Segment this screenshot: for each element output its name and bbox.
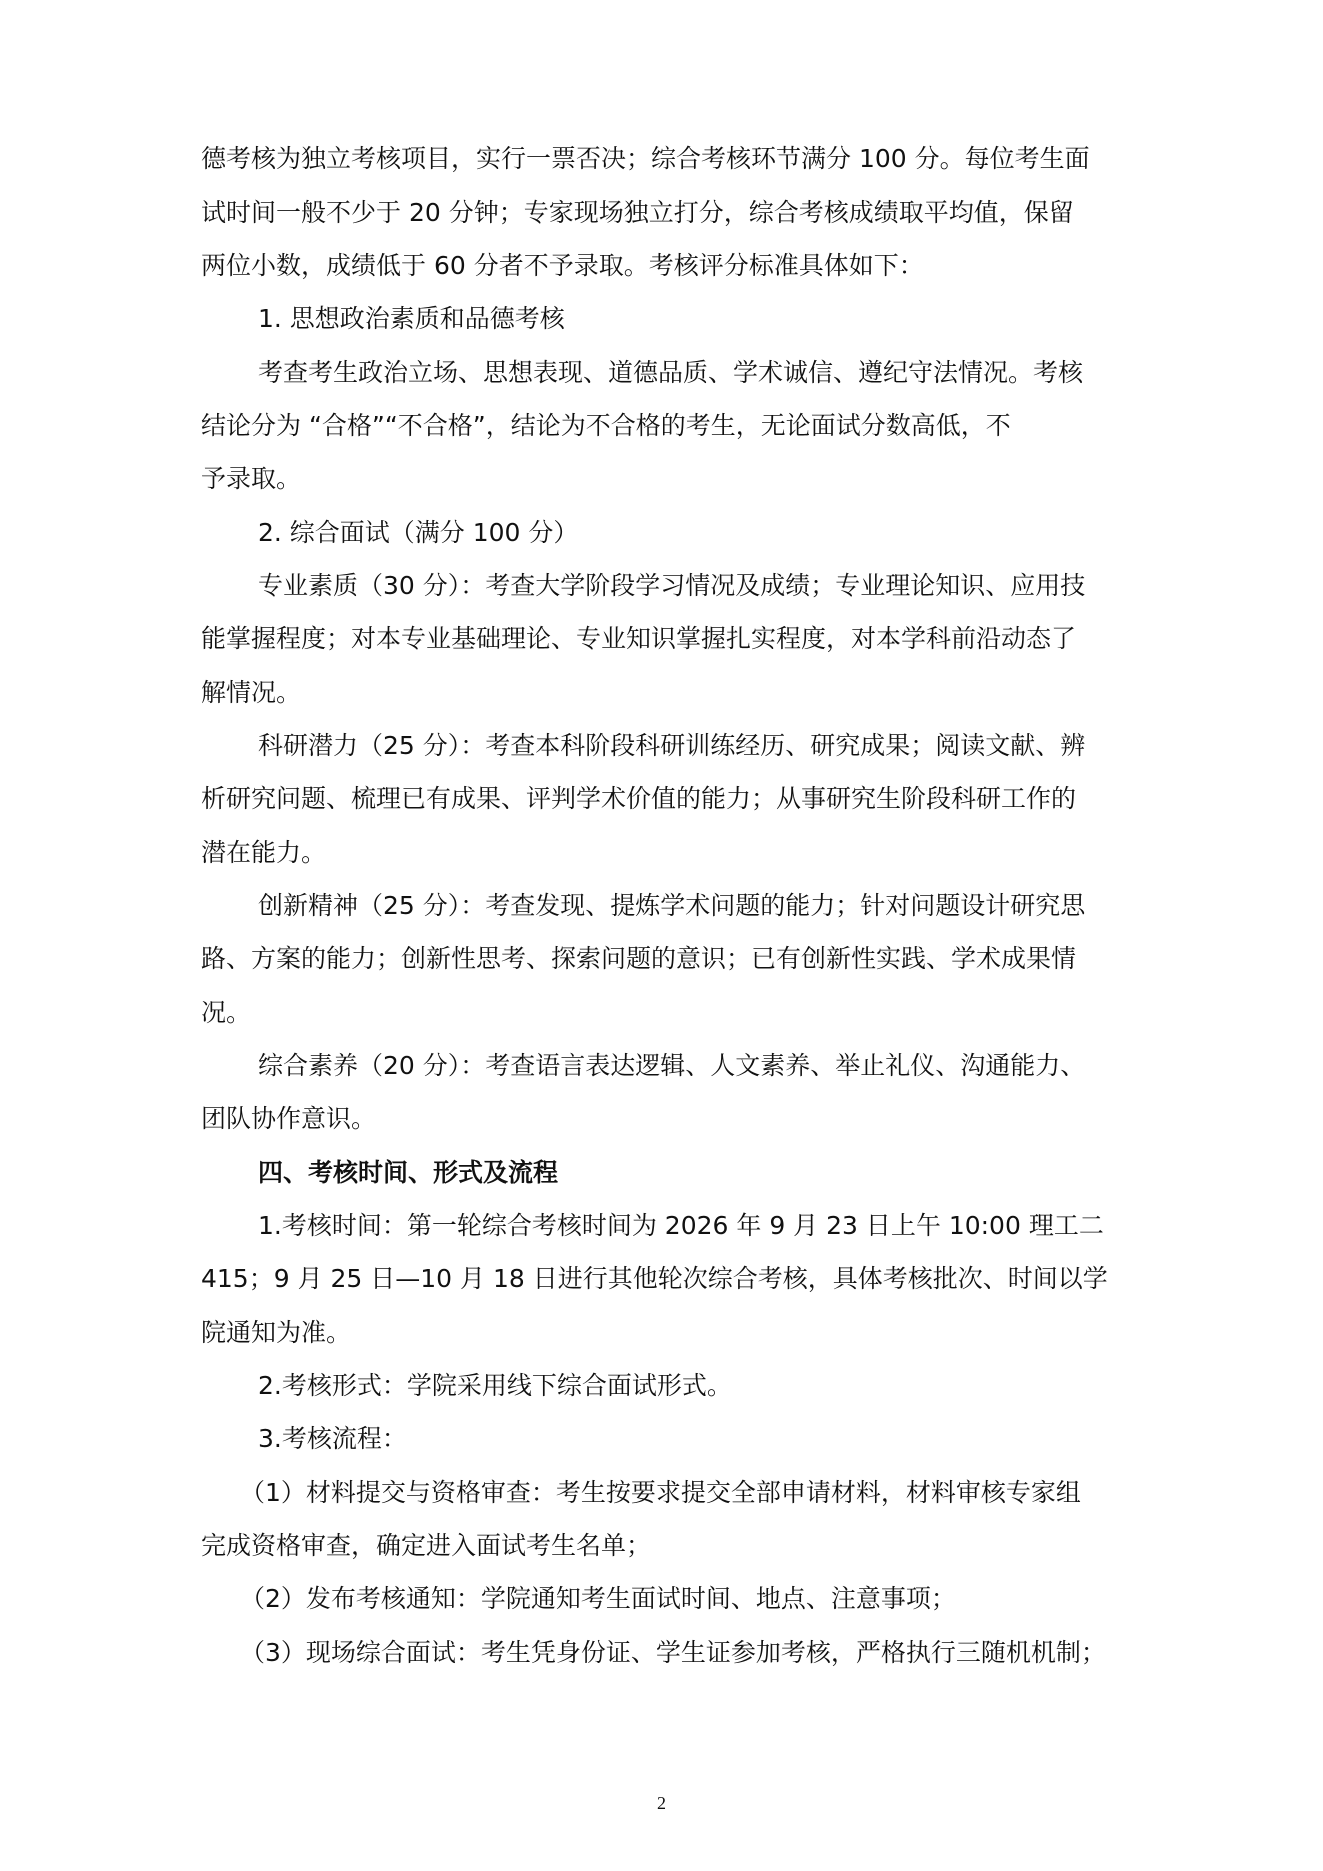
paragraph-line: 3.考核流程： <box>258 1424 407 1453</box>
section-heading: 2. 综合面试（满分 100 分） <box>258 518 579 547</box>
paragraph-line: 1.考核时间：第一轮综合考核时间为 2026 年 9 月 23 日上午 10:00 理工二 <box>258 1211 1104 1240</box>
list-item: （2）发布考核通知：学院通知考生面试时间、地点、注意事项； <box>240 1584 956 1613</box>
paragraph-line: 析研究问题、梳理已有成果、评判学术价值的能力；从事研究生阶段科研工作的 <box>201 784 1077 813</box>
paragraph-line: 试时间一般不少于 20 分钟；专家现场独立打分，综合考核成绩取平均值，保留 <box>201 198 1074 227</box>
paragraph-line: 德考核为独立考核项目，实行一票否决；综合考核环节满分 100 分。每位考生面 <box>201 144 1090 173</box>
paragraph-line: 能掌握程度；对本专业基础理论、专业知识掌握扎实程度，对本学科前沿动态了 <box>201 624 1077 653</box>
paragraph-line: 予录取。 <box>201 464 302 493</box>
paragraph-line: 解情况。 <box>201 678 302 707</box>
paragraph-line: 院通知为准。 <box>201 1318 352 1347</box>
list-item: （3）现场综合面试：考生凭身份证、学生证参加考核，严格执行三随机机制； <box>240 1638 1106 1667</box>
paragraph-line: 两位小数，成绩低于 60 分者不予录取。考核评分标准具体如下： <box>201 251 924 280</box>
section-title: 四、考核时间、形式及流程 <box>258 1158 559 1187</box>
paragraph-line: 团队协作意识。 <box>201 1104 377 1133</box>
paragraph-line: 潜在能力。 <box>201 838 327 867</box>
paragraph-line: 路、方案的能力；创新性思考、探索问题的意识；已有创新性实践、学术成果情 <box>201 944 1077 973</box>
paragraph-line: 创新精神（25 分）：考查发现、提炼学术问题的能力；针对问题设计研究思 <box>258 891 1086 920</box>
paragraph-line: 完成资格审查，确定进入面试考生名单； <box>201 1531 652 1560</box>
paragraph-line: 结论分为 “合格”“不合格”，结论为不合格的考生，无论面试分数高低，不 <box>201 411 1011 440</box>
section-heading: 1. 思想政治素质和品德考核 <box>258 304 565 333</box>
paragraph-line: 专业素质（30 分）：考查大学阶段学习情况及成绩；专业理论知识、应用技 <box>258 571 1086 600</box>
paragraph-line: 415；9 月 25 日—10 月 18 日进行其他轮次综合考核，具体考核批次、时间以学 <box>201 1264 1108 1293</box>
page-number: 2 <box>657 1793 666 1813</box>
paragraph-line: 况。 <box>201 998 252 1027</box>
paragraph-line: 2.考核形式：学院采用线下综合面试形式。 <box>258 1371 732 1400</box>
list-item: （1）材料提交与资格审查：考生按要求提交全部申请材料，材料审核专家组 <box>240 1478 1081 1507</box>
paragraph-line: 科研潜力（25 分）：考查本科阶段科研训练经历、研究成果；阅读文献、辨 <box>258 731 1086 760</box>
paragraph-line: 综合素养（20 分）：考查语言表达逻辑、人文素养、举止礼仪、沟通能力、 <box>258 1051 1086 1080</box>
paragraph-line: 考查考生政治立场、思想表现、道德品质、学术诚信、遵纪守法情况。考核 <box>258 358 1084 387</box>
